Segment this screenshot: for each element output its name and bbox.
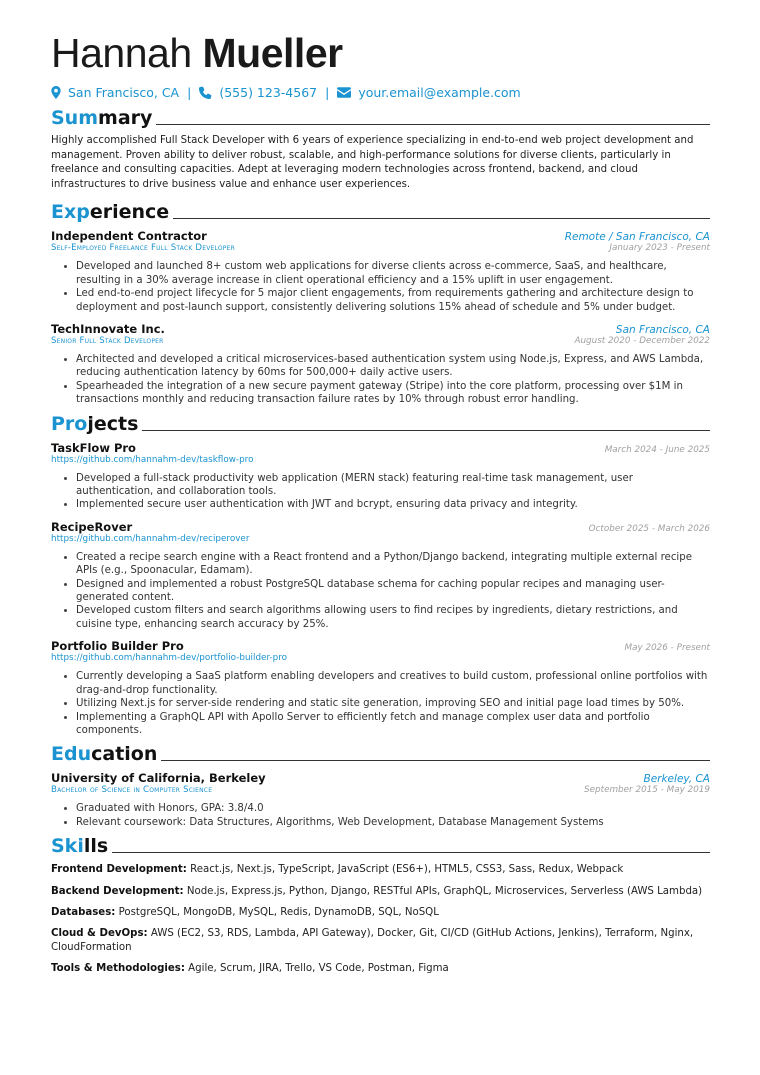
title-accent: Exp bbox=[51, 201, 90, 224]
entry-title: TaskFlow Pro bbox=[51, 440, 136, 455]
entry-date: August 2020 - December 2022 bbox=[574, 336, 710, 346]
contact-email[interactable] bbox=[337, 85, 520, 100]
section-title-projects bbox=[51, 412, 138, 436]
project-link[interactable]: https://github.com/hannahm-dev/portfolio-builder-pro bbox=[51, 653, 288, 664]
entry-location: San Francisco, CA bbox=[615, 324, 710, 336]
phone-icon bbox=[199, 86, 212, 99]
experience-entry bbox=[51, 229, 710, 314]
entry-title: Portfolio Builder Pro bbox=[51, 639, 184, 654]
bullet-list bbox=[51, 551, 710, 631]
contact-separator: | bbox=[187, 85, 192, 100]
envelope-icon bbox=[337, 87, 351, 98]
entry-subtitle: Bachelor of Science in Computer Science bbox=[51, 785, 213, 796]
skill-label: Cloud & DevOps: bbox=[51, 928, 148, 940]
section-divider bbox=[156, 124, 710, 125]
entry-subtitle: Senior Full Stack Developer bbox=[51, 336, 164, 346]
section-title-summary bbox=[51, 106, 152, 130]
bullet-item: • Architected and developed a critical microservices-based authentication system using Node.js, Express, and AWS Lambda, reducing authentication latency by 60ms for 500,000+ daily active users. bbox=[76, 353, 710, 380]
skill-row-backend bbox=[51, 885, 710, 898]
summary-text: Highly accomplished Full Stack Developer with 6 years of experience specializing in end-to-end web project development and management. Proven ability to deliver robust, scalable, and high-performance solutions for diverse clients, particularly in freelance and consulting capacities. Adept at leveraging modern technologies across frontend, backend, and cloud infrastructures to drive business value and enhance user experiences. bbox=[51, 135, 694, 190]
bullet-item: • Created a recipe search engine with a React frontend and a Python/Django backend, integrating multiple external recipe APIs (e.g., Spoonacular, Edamam). bbox=[76, 551, 710, 578]
title-rest: mary bbox=[98, 107, 153, 129]
summary-section-header bbox=[51, 106, 710, 130]
entry-date: May 2026 - Present bbox=[624, 643, 710, 654]
bullet-item: • Designed and implemented a robust PostgreSQL database schema for caching popular recipes and managing user-generated content. bbox=[76, 578, 710, 605]
bullet-item: • Graduated with Honors, GPA: 3.8/4.0 bbox=[76, 802, 710, 815]
bullet-item: • Utilizing Next.js for server-side rendering and static site generation, improving SEO and initial page load times by 50%. bbox=[76, 697, 710, 710]
entry-date: March 2024 - June 2025 bbox=[604, 444, 710, 455]
phone-text: (555) 123-4567 bbox=[219, 85, 318, 100]
project-entry bbox=[51, 520, 710, 631]
experience-section-header bbox=[51, 200, 710, 224]
title-rest: cation bbox=[91, 743, 158, 766]
bullet-item: • Developed a full-stack productivity web application (MERN stack) featuring real-time task management, user authentication, and collaboration tools. bbox=[76, 472, 710, 499]
section-divider bbox=[142, 430, 710, 431]
bullet-list bbox=[51, 670, 710, 737]
skills-section-header bbox=[51, 834, 710, 858]
section-divider bbox=[161, 760, 710, 761]
education-section-header bbox=[51, 742, 710, 766]
skill-row-databases bbox=[51, 906, 710, 919]
bullet-list bbox=[51, 802, 710, 829]
project-link[interactable]: https://github.com/hannahm-dev/reciperover bbox=[51, 533, 250, 544]
bullet-item: • Developed custom filters and search algorithms allowing users to find recipes by ingredients, dietary restrictions, and cuisine type, enhancing search accuracy by 25%. bbox=[76, 604, 710, 631]
entry-title: RecipeRover bbox=[51, 519, 133, 534]
title-accent: Edu bbox=[51, 743, 92, 766]
bullet-list bbox=[51, 353, 710, 407]
bullet-item: • Relevant coursework: Data Structures, Algorithms, Web Development, Database Management Systems bbox=[76, 816, 710, 829]
section-title-education bbox=[51, 742, 157, 766]
bullet-item: • Implemented secure user authentication with JWT and bcrypt, ensuring data privacy and integrity. bbox=[76, 498, 710, 511]
title-accent: Pro bbox=[51, 412, 88, 435]
entry-subtitle: Self-Employed Freelance Full Stack Developer bbox=[51, 243, 235, 254]
section-title-experience bbox=[51, 200, 169, 224]
title-accent: Ski bbox=[51, 835, 84, 858]
skill-label: Frontend Development: bbox=[51, 864, 187, 876]
title-rest: erience bbox=[89, 201, 170, 224]
entry-location: Remote / San Francisco, CA bbox=[564, 231, 710, 244]
entry-title: University of California, Berkeley bbox=[51, 771, 266, 786]
title-rest: lls bbox=[83, 835, 109, 858]
section-title-skills bbox=[51, 834, 108, 858]
experience-entry bbox=[51, 322, 710, 407]
bullet-item: • Currently developing a SaaS platform enabling developers and creatives to build custom, professional online portfolios with drag-and-drop functionality. bbox=[76, 670, 710, 697]
skill-label: Tools & Methodologies: bbox=[51, 963, 185, 975]
contact-location bbox=[51, 85, 179, 100]
projects-section-header bbox=[51, 412, 710, 436]
skill-value: React.js, Next.js, TypeScript, JavaScript (ES6+), HTML5, CSS3, Sass, Redux, Webpack bbox=[190, 864, 624, 876]
section-divider bbox=[173, 218, 710, 219]
bullet-list bbox=[51, 260, 710, 314]
project-link[interactable]: https://github.com/hannahm-dev/taskflow-pro bbox=[51, 454, 254, 465]
bullet-item: • Developed and launched 8+ custom web applications for diverse clients across e-commerce, SaaS, and healthcare, resulting in a 30% average increase in client operational efficiency and a 15% uplift in user engagement. bbox=[76, 260, 710, 287]
candidate-name bbox=[51, 30, 710, 76]
project-entry bbox=[51, 441, 710, 512]
first-name: Hannah bbox=[51, 30, 192, 76]
contact-phone[interactable] bbox=[199, 85, 317, 100]
skill-value: PostgreSQL, MongoDB, MySQL, Redis, DynamoDB, SQL, NoSQL bbox=[118, 906, 439, 918]
entry-date: October 2025 - March 2026 bbox=[588, 523, 710, 534]
contact-separator: | bbox=[325, 85, 330, 100]
entry-title: Independent Contractor bbox=[51, 229, 207, 244]
skill-value: Agile, Scrum, JIRA, Trello, VS Code, Postman, Figma bbox=[188, 963, 449, 975]
skill-label: Backend Development: bbox=[51, 885, 184, 897]
bullet-list bbox=[51, 472, 710, 512]
skill-row-cloud bbox=[51, 927, 710, 954]
skill-value: AWS (EC2, S3, RDS, Lambda, API Gateway), Docker, Git, CI/CD (GitHub Actions, Jenkins), Terraform, Nginx, CloudFormation bbox=[51, 928, 694, 953]
last-name: Mueller bbox=[202, 30, 343, 76]
entry-date: January 2023 - Present bbox=[609, 243, 710, 254]
bullet-item: • Implementing a GraphQL API with Apollo Server to efficiently fetch and manage complex user data and portfolio components. bbox=[76, 711, 710, 738]
map-marker-icon bbox=[51, 86, 61, 99]
skill-value: Node.js, Express.js, Python, Django, RESTful APIs, GraphQL, Microservices, Serverless (AWS Lambda) bbox=[186, 885, 703, 897]
skill-row-frontend bbox=[51, 863, 710, 876]
skill-row-tools bbox=[51, 962, 710, 975]
bullet-item: • Led end-to-end project lifecycle for 5 major client engagements, from requirements gathering and architecture design to deployment and post-launch support, consistently delivering solutions 15% ahead of schedule and 5% under budget. bbox=[76, 287, 710, 314]
skill-label: Databases: bbox=[51, 906, 116, 918]
education-entry bbox=[51, 771, 710, 829]
entry-date: September 2015 - May 2019 bbox=[584, 785, 710, 796]
title-accent: Sum bbox=[51, 107, 99, 129]
project-entry bbox=[51, 639, 710, 737]
bullet-item: • Spearheaded the integration of a new secure payment gateway (Stripe) into the core platform, processing over $1M in transactions monthly and reducing transaction failure rates by 10% through robust error handling. bbox=[76, 380, 710, 407]
entry-location: Berkeley, CA bbox=[643, 773, 710, 786]
location-text: San Francisco, CA bbox=[68, 85, 180, 100]
title-rest: jects bbox=[87, 412, 139, 435]
contact-line bbox=[51, 85, 710, 100]
entry-title: TechInnovate Inc. bbox=[51, 322, 165, 336]
section-divider bbox=[112, 852, 710, 853]
email-text: your.email@example.com bbox=[358, 85, 521, 100]
